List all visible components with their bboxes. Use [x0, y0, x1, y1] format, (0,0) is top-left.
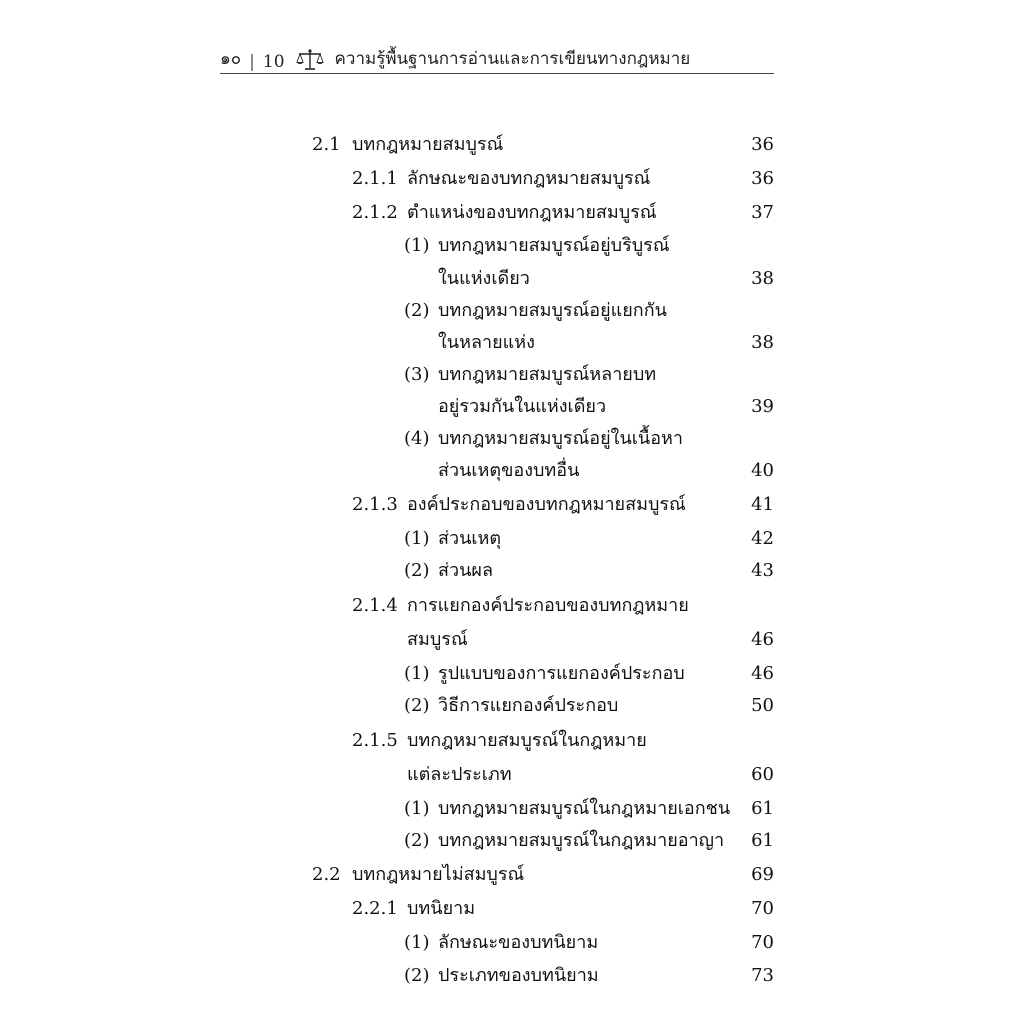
toc-title-continued: ในหลายแห่ง: [438, 332, 535, 353]
toc-page-number: 37: [751, 202, 774, 223]
toc-page-number: 69: [751, 864, 774, 885]
toc-title-continued: ในแห่งเดียว: [438, 268, 530, 289]
toc-number: (1): [404, 235, 430, 256]
toc-page-number: 36: [751, 168, 774, 189]
toc-title: บทกฎหมายสมบูรณ์: [352, 134, 504, 155]
toc-entry-2-1-5: [352, 726, 647, 756]
book-title: ความรู้พื้นฐานการอ่านและการเขียนทางกฎหมาย: [334, 49, 691, 69]
toc-title-continued: แต่ละประเภท: [407, 764, 512, 785]
toc-entry-2-1-5-2: [404, 826, 724, 856]
toc-page-number: 41: [751, 494, 774, 515]
toc-page-number: 70: [751, 898, 774, 919]
toc-number: (2): [404, 830, 430, 851]
toc-entry-2-2: [312, 860, 524, 890]
toc-title: บทนิยาม: [407, 898, 476, 919]
toc-number: (1): [404, 798, 430, 819]
toc-title: บทกฎหมายสมบูรณ์ในกฎหมายเอกชน: [438, 798, 731, 819]
toc-number: 2.1.3: [352, 494, 398, 515]
toc-number: 2.1: [312, 134, 341, 155]
toc-page-number: 61: [751, 830, 774, 851]
toc-number: (2): [404, 965, 430, 986]
page-number-arabic: 10: [262, 52, 285, 72]
toc-title-continued: ส่วนเหตุของบทอื่น: [438, 460, 580, 481]
toc-title: รูปแบบของการแยกองค์ประกอบ: [438, 663, 685, 684]
toc-page-number: 43: [751, 560, 774, 581]
toc-entry-2-2-1: [352, 894, 475, 924]
toc-number: 2.1.1: [352, 168, 398, 189]
toc-entry-2-1-2-2: [404, 296, 667, 326]
header-separator: |: [249, 52, 255, 72]
toc-entry-2-1-2-3: [404, 360, 656, 390]
toc-title: บทกฎหมายสมบูรณ์อยู่ในเนื้อหา: [438, 428, 683, 449]
toc-entry-2-1-2-1: [404, 231, 670, 261]
toc-title: ส่วนผล: [438, 560, 493, 581]
toc-title: บทกฎหมายไม่สมบูรณ์: [352, 864, 525, 885]
toc-page-number: 46: [751, 663, 774, 684]
toc-entry-2-1: [312, 130, 503, 160]
toc-page-number: 70: [751, 932, 774, 953]
toc-page-number: 60: [751, 764, 774, 785]
toc-title: ลักษณะของบทกฎหมายสมบูรณ์: [407, 168, 651, 189]
toc-title: การแยกองค์ประกอบของบทกฎหมาย: [407, 595, 689, 616]
toc-number: (2): [404, 695, 430, 716]
toc-number: 2.1.4: [352, 595, 398, 616]
toc-title-continued: อยู่รวมกันในแห่งเดียว: [438, 396, 607, 417]
toc-title: ส่วนเหตุ: [438, 528, 502, 549]
toc-page-number: 38: [751, 268, 774, 289]
toc-title: ประเภทของบทนิยาม: [438, 965, 599, 986]
toc-entry-2-1-1: [352, 164, 650, 194]
toc-entry-2-1-4: [352, 591, 689, 621]
toc-number: 2.1.2: [352, 202, 398, 223]
toc-page-number: 38: [751, 332, 774, 353]
toc-title: บทกฎหมายสมบูรณ์หลายบท: [438, 364, 657, 385]
toc-entry-2-2-1-1: [404, 928, 598, 958]
toc-number: (1): [404, 932, 430, 953]
toc-entry-2-1-3: [352, 490, 686, 520]
toc-title: บทกฎหมายสมบูรณ์ในกฎหมาย: [407, 730, 647, 751]
toc-number: (3): [404, 364, 430, 385]
toc-number: (1): [404, 528, 430, 549]
toc-title: วิธีการแยกองค์ประกอบ: [438, 695, 619, 716]
toc-entry-2-1-2-4: [404, 424, 683, 454]
toc-entry-2-1-4-1: [404, 659, 685, 689]
toc-entry-2-1-4-2: [404, 691, 618, 721]
toc-page-number: 40: [751, 460, 774, 481]
toc-entry-2-1-3-1: [404, 524, 501, 554]
toc-number: 2.2: [312, 864, 341, 885]
toc-page-number: 36: [751, 134, 774, 155]
toc-number: 2.2.1: [352, 898, 398, 919]
toc-number: (4): [404, 428, 430, 449]
toc-title: ลักษณะของบทนิยาม: [438, 932, 599, 953]
toc-page-number: 73: [751, 965, 774, 986]
toc-number: 2.1.5: [352, 730, 398, 751]
toc-title: บทกฎหมายสมบูรณ์ในกฎหมายอาญา: [438, 830, 725, 851]
toc-page-number: 42: [751, 528, 774, 549]
toc-page-number: 61: [751, 798, 774, 819]
toc-entry-2-2-1-2: [404, 961, 599, 991]
toc-title-continued: สมบูรณ์: [407, 629, 468, 650]
toc-entry-2-1-5-1: [404, 794, 730, 824]
toc-title: บทกฎหมายสมบูรณ์อยู่แยกกัน: [438, 300, 667, 321]
toc-number: (1): [404, 663, 430, 684]
toc-entry-2-1-3-2: [404, 556, 493, 586]
toc-entry-2-1-2: [352, 198, 657, 228]
page-number-thai: ๑๐: [220, 49, 242, 69]
toc-number: (2): [404, 300, 430, 321]
toc-number: (2): [404, 560, 430, 581]
toc-title: บทกฎหมายสมบูรณ์อยู่บริบูรณ์: [438, 235, 670, 256]
toc-title: องค์ประกอบของบทกฎหมายสมบูรณ์: [407, 494, 686, 515]
toc-title: ตำแหน่งของบทกฎหมายสมบูรณ์: [407, 202, 657, 223]
toc-page-number: 39: [751, 396, 774, 417]
toc-page-number: 46: [751, 629, 774, 650]
toc-page-number: 50: [751, 695, 774, 716]
